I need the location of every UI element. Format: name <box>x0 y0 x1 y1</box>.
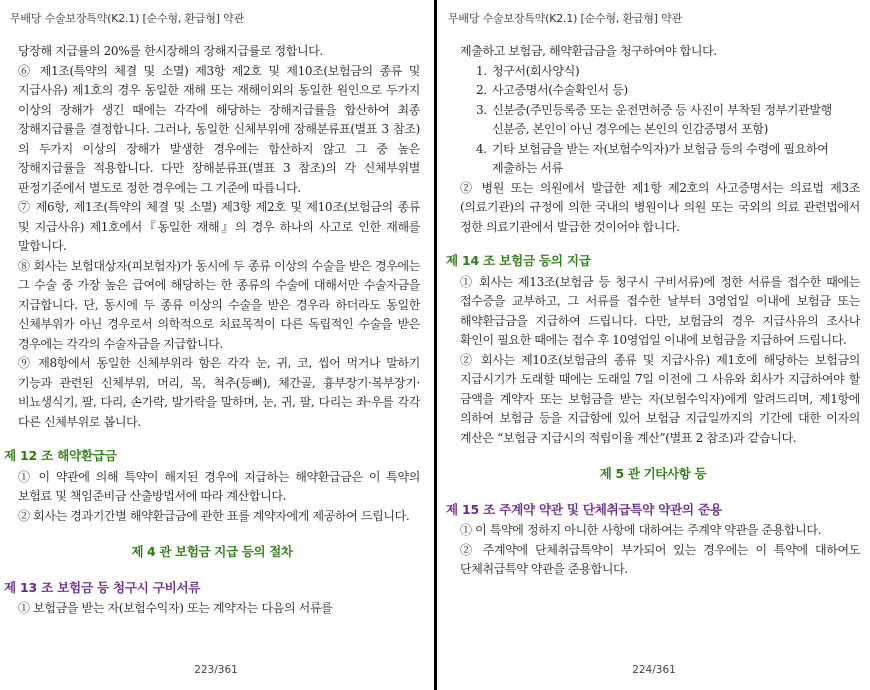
page-right <box>438 0 870 690</box>
article-title: 제 12 조 해약환급금 <box>4 448 117 463</box>
paragraph: ⑥ 제1조(특약의 체결 및 소멸) 제3항 제2호 및 제10조(보험금의 종류 및 지급사유) 제1호의 경우 동일한 재해 또는 재해이외의 동일한 원인으로 두가지 이상의 장해가 생긴 때에는 각각에 해당하는 장해지급률을 합산하여 최종 장해지급률을 결정합니다. 그러나, 동일한 신체부위에 장해분류표(별표 3 참조)의 두가지 이상의 장해가 발생한 경우에는 합산하지 않고 그 중 높은 장해지급률을 적용합니다. 다만 장해분류표(별표 3 참조)의 각 신체부위별 판정기준에서 별도로 정한 경우에는 그 기준에 따릅니다. <box>18 63 420 195</box>
paragraph: ⑧ 회사는 보험대상자(피보험자)가 동시에 두 종류 이상의 수술을 받은 경우에는 그 수술 중 가장 높은 급여에 해당하는 한 종류의 수술에 대해서만 수술자금을 지급합니다. 단, 동시에 두 종류 이상의 수술을 받은 경우라 하더라도 동일한 신체부위가 아닌 경우로서 의학적으로 치료목적이 다른 독립적인 수술을 받은 경우에는 각각의 수술자금을 지급합니다. <box>18 258 420 351</box>
page-header: 무배당 수술보장특약(K2.1) [순수형, 환급형] 약관 <box>448 12 682 25</box>
list-item: 2. 사고증명서(수술확인서 등) <box>476 83 628 97</box>
paragraph: ① 이 약관에 의해 특약이 해지된 경우에 지급하는 해약환급금은 이 특약의 보험료 및 책임준비금 산출방법서에 따라 계산합니다. <box>18 469 420 503</box>
paragraph: ⑨ 제8항에서 동일한 신체부위라 함은 각각 눈, 귀, 코, 씹어 먹거나 말하기 기능과 관련된 신체부위, 머리, 목, 척추(등뼈), 체간골, 흉부장기·복부장기·비뇨생식기, 팔, 다리, 손가락, 발가락을 말하며, 눈, 귀, 팔, 다리는 좌·우를 각각 다른 신체부위로 봅니다. <box>18 356 420 429</box>
chapter-title: 제 5 관 기타사항 등 <box>599 466 707 481</box>
page-body <box>446 42 860 580</box>
paragraph: ⑦ 제6항, 제1조(특약의 체결 및 소멸) 제3항 제2호 및 제10조(보험금의 종류 및 지급사유) 제1호에서『동일한 재해』의 경우 하나의 사고로 인한 재해를 말합니다. <box>18 200 420 253</box>
page-left <box>0 0 432 690</box>
chapter-title: 제 4 관 보험금 지급 등의 절차 <box>131 544 293 559</box>
paragraph: ① 보험금을 받는 자(보험수익자) 또는 계약자는 다음의 서류를 <box>18 601 333 615</box>
paragraph: ② 회사는 제10조(보험금의 종류 및 지급사유) 제1호에 해당하는 보험금의 지급시기가 도래할 때에는 도래일 7일 이전에 그 사유와 회사가 지급하여야 할 금액을 계약자 또는 보험금을 받는 자(보험수익자)에게 알려드리며, 제1항에 의하여 보험금 등을 지급함에 있어 보험금 지급일까지의 기간에 대한 이자의 계산은 “보험금 지급시의 적립이율 계산”(별표 2 참조)과 같습니다. <box>460 352 860 445</box>
page-header: 무배당 수술보장특약(K2.1) [순수형, 환급형] 약관 <box>10 12 244 25</box>
paragraph: ① 이 특약에 정하지 아니한 사항에 대하여는 주계약 약관을 준용합니다. <box>460 523 822 537</box>
article-title: 제 13 조 보험금 등 청구시 구비서류 <box>4 579 201 595</box>
paragraph: ① 회사는 제13조(보험금 등 청구시 구비서류)에 정한 서류를 접수한 때에는 접수증을 교부하고, 그 서류를 접수한 날부터 3영업일 이내에 보험금 또는 해약환급금을 지급하여 드립니다. 다만, 보험금의 경우 지급사유의 조사나 확인이 필요한 때에는 접수 후 10영업일 이내에 보험금을 지급하여 드립니다. <box>460 274 860 347</box>
list-item: 3. 신분증(주민등록증 또는 운전면허증 등 사진이 부착된 정부기관발행 신분증, 본인이 아닌 경우에는 본인의 인감증명서 포함) <box>476 102 832 136</box>
article-title: 제 15 조 주계약 약관 및 단체취급특약 약관의 준용 <box>446 501 722 517</box>
paragraph: ② 주계약에 단체취급특약이 부가되어 있는 경우에는 이 특약에 대하여도 단체취급특약 약관을 준용합니다. <box>460 542 860 576</box>
paragraph: 제출하고 보험금, 해약환급금을 청구하여야 합니다. <box>460 44 717 58</box>
list-item: 4. 기타 보험금을 받는 자(보험수익자)가 보험금 등의 수령에 필요하여 제출하는 서류 <box>476 141 829 175</box>
page-number: 223/361 <box>194 664 238 676</box>
page-number: 224/361 <box>632 664 676 676</box>
paragraph: ② 회사는 경과기간별 해약환급금에 관한 표를 계약자에게 제공하여 드립니다. <box>18 508 410 523</box>
page-divider <box>434 0 437 690</box>
article-title: 제 14 조 보험금 등의 지급 <box>446 253 591 268</box>
document-list <box>446 62 860 179</box>
page-body <box>4 42 420 619</box>
paragraph: 당장해 지급률의 20%를 한시장해의 장해지급률로 정합니다. <box>18 44 323 58</box>
list-item: 1. 청구서(회사양식) <box>476 63 580 78</box>
paragraph: ② 병원 또는 의원에서 발급한 제1항 제2호의 사고증명서는 의료법 제3조(의료기관)의 규정에 의한 국내의 병원이나 의원 또는 국외의 의료 관련법에서 정한 의료기관에서 발급한 것이어야 합니다. <box>460 180 860 234</box>
